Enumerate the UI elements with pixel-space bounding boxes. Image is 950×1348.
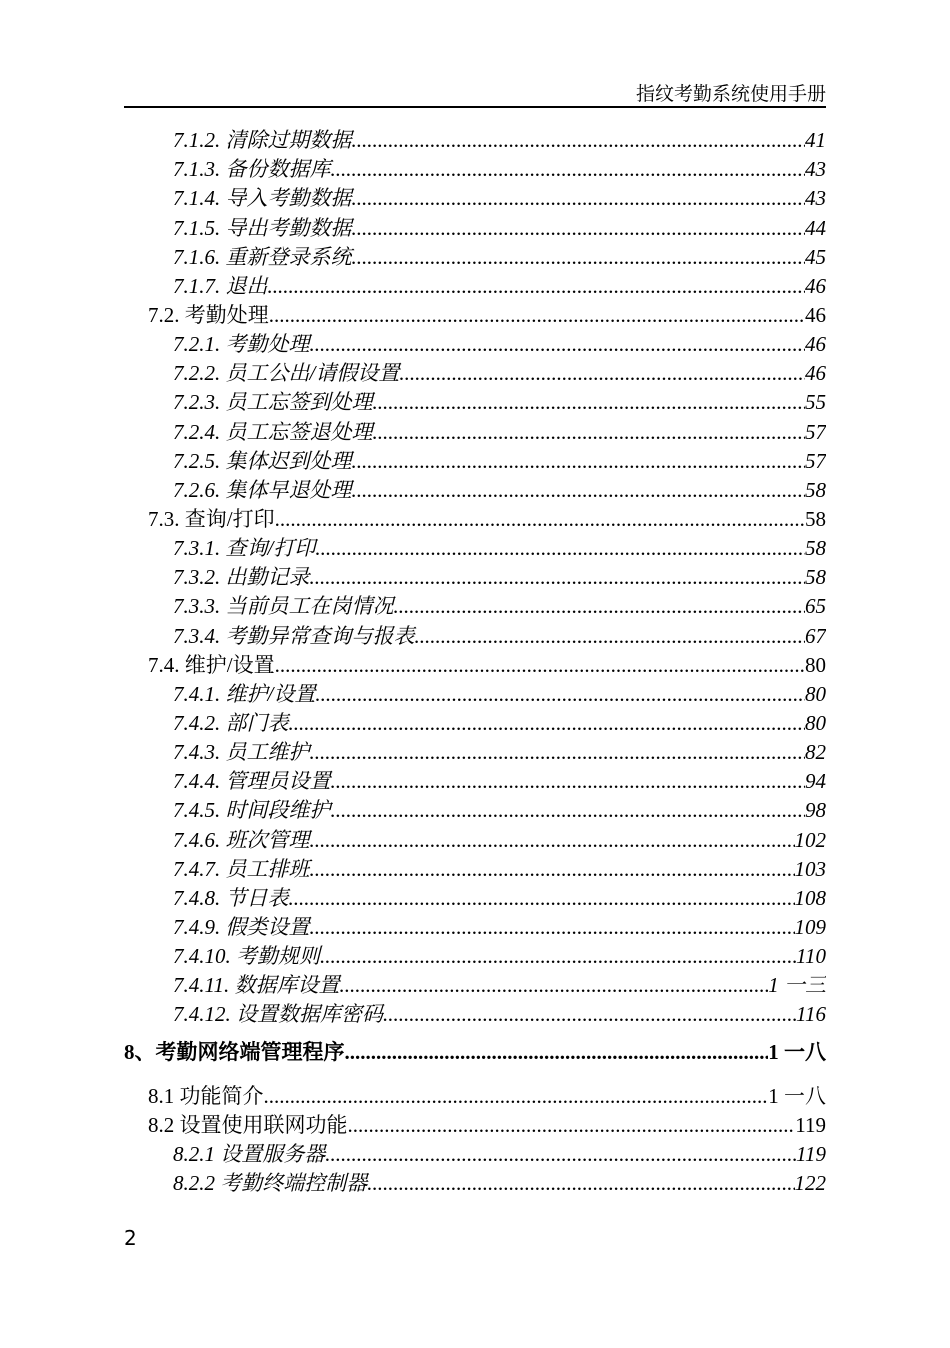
toc-entry-page: 46 (805, 332, 826, 357)
toc-leader-dots (367, 1170, 794, 1196)
toc-leader-dots (268, 273, 806, 299)
toc-entry[interactable] (124, 853, 826, 882)
toc-leader-dots (352, 448, 806, 474)
toc-entry-number: 7.4.4. (173, 769, 221, 794)
toc-entry-number: 7.1.3. (173, 157, 221, 182)
toc-entry[interactable] (124, 270, 826, 299)
toc-leader-dots (352, 127, 806, 153)
toc-leader-dots (264, 1083, 769, 1109)
toc-entry[interactable] (124, 649, 826, 678)
toc-entry-page: 110 (796, 944, 826, 969)
toc-entry-number: 7.2.6. (173, 477, 221, 502)
table-of-contents (124, 124, 826, 1196)
toc-entry[interactable] (124, 1109, 826, 1138)
toc-entry-title: 员工维护 (225, 740, 310, 765)
toc-leader-dots (289, 885, 795, 911)
toc-entry-title: 时间段维护 (225, 798, 331, 823)
toc-entry[interactable] (124, 532, 826, 561)
toc-leader-dots (310, 331, 806, 357)
toc-entry-page: 94 (805, 769, 826, 794)
toc-entry-title: 考勤规则 (236, 944, 320, 969)
toc-entry[interactable] (124, 241, 826, 270)
toc-entry-number: 7.1.4. (173, 186, 221, 211)
toc-entry-page: 55 (805, 390, 826, 415)
toc-entry-page: 58 (805, 536, 826, 561)
toc-entry-title: 集体迟到处理 (225, 448, 352, 473)
toc-entry[interactable] (124, 794, 826, 823)
toc-leader-dots (399, 360, 805, 386)
toc-entry-number: 8.2.1 (173, 1141, 215, 1166)
toc-entry-number: 7.4.6. (173, 827, 221, 852)
toc-leader-dots (331, 156, 806, 182)
toc-leader-dots (310, 739, 806, 765)
toc-entry-page: 45 (805, 244, 826, 269)
toc-leader-dots (352, 477, 806, 503)
running-header: 指纹考勤系统使用手册 (635, 83, 826, 105)
toc-entry-number: 7.1.2. (173, 128, 221, 153)
toc-leader-dots (415, 623, 806, 649)
page-number: 2 (124, 1226, 137, 1250)
toc-entry-number: 7.3.4. (173, 623, 221, 648)
toc-entry[interactable] (124, 1079, 826, 1108)
toc-entry-title: 班次管理 (225, 827, 310, 852)
toc-entry-number: 7.4.5. (173, 798, 221, 823)
toc-entry-page: 102 (794, 827, 826, 852)
toc-entry[interactable] (124, 765, 826, 794)
toc-entry[interactable] (124, 823, 826, 852)
toc-entry-number: 7.4.7. (173, 856, 221, 881)
toc-entry-number: 7.4.11. (173, 973, 230, 998)
toc-entry-page: 1 一八 (768, 1040, 826, 1065)
toc-entry[interactable] (124, 561, 826, 590)
toc-entry-number: 7.4.8. (173, 885, 221, 910)
toc-leader-dots (275, 506, 805, 532)
toc-entry-number: 7.3.1. (173, 536, 221, 561)
toc-entry[interactable] (124, 474, 826, 503)
toc-entry-title: 数据库设置 (234, 973, 340, 998)
toc-entry-page: 109 (794, 914, 826, 939)
toc-entry[interactable] (124, 619, 826, 648)
toc-leader-dots (325, 1141, 796, 1167)
toc-entry-title: 节日表 (225, 885, 289, 910)
toc-entry[interactable] (124, 299, 826, 328)
toc-entry-page: 98 (805, 798, 826, 823)
toc-entry-number: 7.2.1. (173, 332, 221, 357)
toc-entry[interactable] (124, 590, 826, 619)
toc-entry-number: 7.1.7. (173, 273, 221, 298)
toc-entry-title: 考勤处理 (184, 302, 269, 327)
toc-leader-dots (310, 827, 795, 853)
toc-leader-dots (331, 797, 806, 823)
toc-leader-dots (331, 768, 806, 794)
toc-entry-number: 7.3.2. (173, 565, 221, 590)
toc-leader-dots (348, 1112, 796, 1138)
toc-entry[interactable] (124, 357, 826, 386)
toc-leader-dots (352, 185, 806, 211)
toc-entry-page: 1 一三 (768, 973, 826, 998)
toc-leader-dots (310, 856, 795, 882)
toc-entry-page: 41 (805, 128, 826, 153)
toc-entry-title: 出勤记录 (225, 565, 310, 590)
toc-entry-number: 7.4.10. (173, 944, 231, 969)
toc-entry[interactable] (124, 328, 826, 357)
toc-entry-title: 员工忘签退处理 (225, 419, 373, 444)
toc-entry-title: 重新登录系统 (225, 244, 352, 269)
toc-entry-number: 7.1.6. (173, 244, 221, 269)
toc-leader-dots (394, 593, 806, 619)
toc-entry[interactable] (124, 882, 826, 911)
toc-entry[interactable] (124, 678, 826, 707)
toc-entry-number: 8.2 (148, 1112, 175, 1137)
toc-leader-dots (315, 681, 805, 707)
toc-entry-number: 7.2.2. (173, 361, 221, 386)
toc-leader-dots (275, 652, 805, 678)
toc-leader-dots (289, 710, 806, 736)
toc-entry[interactable] (124, 707, 826, 736)
toc-entry[interactable] (124, 998, 826, 1027)
toc-entry[interactable] (124, 940, 826, 969)
toc-entry[interactable] (124, 415, 826, 444)
toc-entry[interactable] (124, 386, 826, 415)
toc-leader-dots (320, 943, 796, 969)
toc-entry-page: 108 (794, 885, 826, 910)
toc-entry-title: 导入考勤数据 (225, 186, 352, 211)
toc-entry-page: 57 (805, 448, 826, 473)
toc-entry-number: 7.4.9. (173, 914, 221, 939)
toc-entry-page: 1 一八 (768, 1083, 826, 1108)
toc-entry-title: 查询/打印 (184, 506, 275, 531)
toc-entry-page: 46 (805, 361, 826, 386)
toc-entry-number: 8、 (124, 1040, 156, 1065)
header-rule (124, 106, 826, 108)
toc-entry-page: 57 (805, 419, 826, 444)
toc-entry-page: 116 (796, 1002, 826, 1027)
toc-entry-number: 8.1 (148, 1083, 175, 1108)
toc-leader-dots (339, 972, 768, 998)
toc-entry-title: 当前员工在岗情况 (225, 594, 394, 619)
toc-entry-number: 7.4.12. (173, 1002, 231, 1027)
toc-entry-title: 考勤异常查询与报表 (225, 623, 415, 648)
toc-leader-dots (383, 1001, 796, 1027)
toc-entry-title: 退出 (225, 273, 268, 298)
toc-leader-dots (352, 215, 806, 241)
toc-entry-title: 维护/设置 (184, 652, 275, 677)
toc-leader-dots (352, 244, 806, 270)
toc-entry-title: 查询/打印 (225, 536, 316, 561)
toc-entry-title: 员工忘签到处理 (225, 390, 373, 415)
toc-entry-title: 设置使用联网功能 (179, 1112, 348, 1137)
toc-entry-title: 考勤网络端管理程序 (155, 1040, 345, 1065)
toc-entry[interactable] (124, 211, 826, 240)
toc-entry[interactable] (124, 124, 826, 153)
toc-entry-number: 7.4.1. (173, 681, 221, 706)
toc-entry-number: 7.2.3. (173, 390, 221, 415)
toc-entry-page: 80 (805, 652, 826, 677)
toc-entry-page: 43 (805, 157, 826, 182)
toc-entry-title: 集体早退处理 (225, 477, 352, 502)
toc-entry-page: 46 (805, 273, 826, 298)
toc-entry-number: 7.4.3. (173, 740, 221, 765)
toc-entry-page: 58 (805, 565, 826, 590)
toc-entry-number: 7.4. (148, 652, 180, 677)
toc-entry-title: 管理员设置 (225, 769, 331, 794)
toc-entry-page: 80 (805, 681, 826, 706)
toc-entry-title: 功能简介 (179, 1083, 264, 1108)
toc-entry-title: 清除过期数据 (225, 128, 352, 153)
toc-entry-title: 假类设置 (225, 914, 310, 939)
toc-leader-dots (345, 1039, 769, 1065)
toc-entry-page: 44 (805, 215, 826, 240)
toc-entry-title: 部门表 (225, 710, 289, 735)
toc-leader-dots (315, 535, 805, 561)
toc-entry-title: 员工公出/请假设置 (225, 361, 400, 386)
toc-entry-page: 122 (794, 1170, 826, 1195)
toc-entry[interactable] (124, 969, 826, 998)
toc-entry-page: 58 (805, 506, 826, 531)
toc-entry[interactable] (124, 736, 826, 765)
toc-entry[interactable] (124, 182, 826, 211)
toc-entry-number: 7.2. (148, 302, 180, 327)
toc-entry-title: 考勤终端控制器 (220, 1170, 368, 1195)
toc-entry-page: 65 (805, 594, 826, 619)
toc-leader-dots (373, 389, 806, 415)
toc-entry-title: 导出考勤数据 (225, 215, 352, 240)
toc-leader-dots (310, 564, 806, 590)
toc-entry-page: 103 (794, 856, 826, 881)
toc-entry[interactable] (124, 153, 826, 182)
toc-entry-title: 维护/设置 (225, 681, 316, 706)
toc-entry-page: 58 (805, 477, 826, 502)
toc-entry-title: 考勤处理 (225, 332, 310, 357)
toc-entry-number: 7.4.2. (173, 710, 221, 735)
toc-entry-number: 7.2.4. (173, 419, 221, 444)
toc-entry-number: 7.2.5. (173, 448, 221, 473)
toc-entry[interactable] (124, 911, 826, 940)
toc-entry-number: 8.2.2 (173, 1170, 215, 1195)
toc-entry-number: 7.1.5. (173, 215, 221, 240)
toc-entry[interactable] (124, 445, 826, 474)
toc-entry-number: 7.3.3. (173, 594, 221, 619)
toc-entry[interactable] (124, 1138, 826, 1167)
toc-entry-number: 7.3. (148, 506, 180, 531)
toc-entry-page: 67 (805, 623, 826, 648)
toc-entry[interactable] (124, 503, 826, 532)
toc-leader-dots (310, 914, 795, 940)
toc-entry-title: 员工排班 (225, 856, 310, 881)
toc-entry-page: 119 (796, 1141, 826, 1166)
toc-entry-page: 43 (805, 186, 826, 211)
toc-entry-page: 82 (805, 740, 826, 765)
toc-entry-page: 119 (795, 1112, 826, 1137)
toc-entry-page: 80 (805, 710, 826, 735)
toc-entry-title: 设置数据库密码 (236, 1002, 383, 1027)
toc-entry-page: 46 (805, 302, 826, 327)
toc-leader-dots (373, 419, 806, 445)
toc-entry-title: 备份数据库 (225, 157, 331, 182)
toc-entry[interactable] (124, 1037, 826, 1065)
toc-entry[interactable] (124, 1167, 826, 1196)
toc-entry-title: 设置服务器 (220, 1141, 326, 1166)
toc-leader-dots (269, 302, 805, 328)
